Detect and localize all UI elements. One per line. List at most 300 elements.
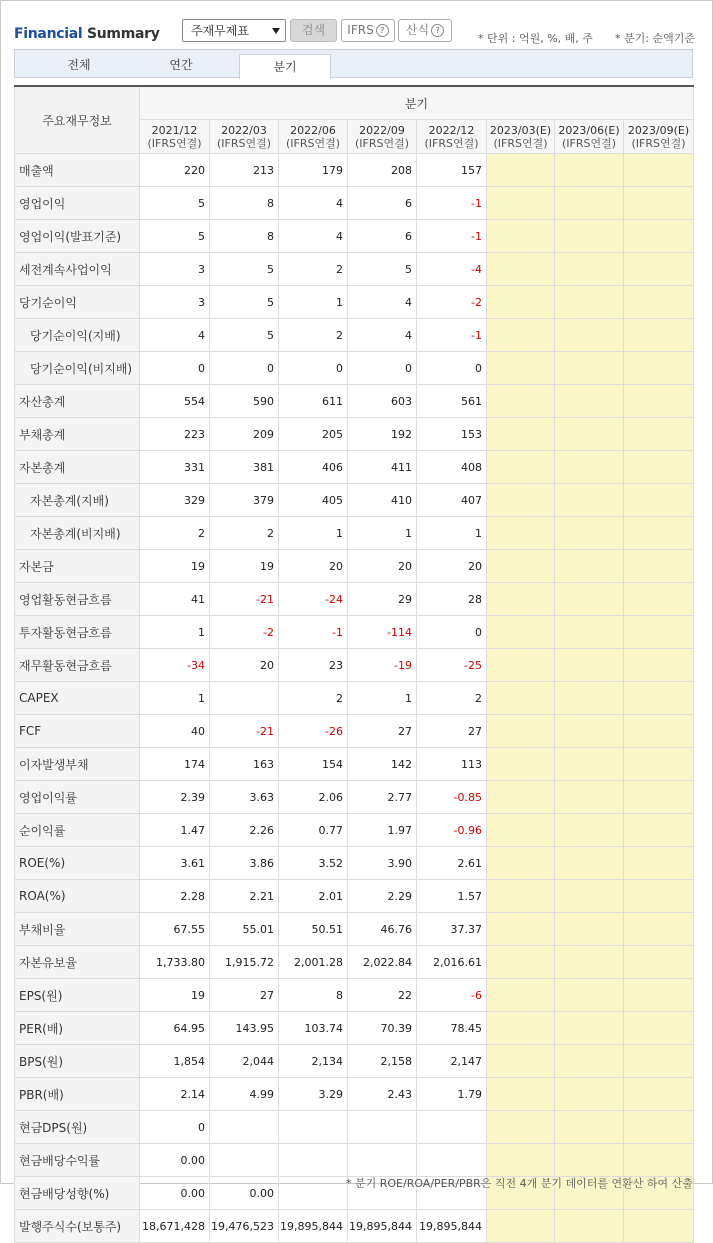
table-cell	[555, 418, 624, 451]
row-label: PBR(배)	[15, 1078, 140, 1111]
table-row	[15, 286, 694, 319]
tab-quarterly[interactable]: 분기	[239, 54, 331, 79]
table-cell	[487, 847, 555, 880]
table-cell	[487, 517, 555, 550]
table-cell: 2	[210, 517, 279, 550]
table-cell	[417, 1111, 487, 1144]
table-cell	[487, 979, 555, 1012]
period-date: 2022/09	[359, 123, 405, 137]
table-cell: 331	[140, 451, 210, 484]
ifrs-label: IFRS	[347, 23, 374, 37]
table-cell: 2,147	[417, 1045, 487, 1078]
table-cell: 0	[417, 352, 487, 385]
table-cell	[487, 187, 555, 220]
row-label: 순이익률	[15, 814, 140, 847]
table-cell: 2	[279, 682, 348, 715]
row-label: ROE(%)	[15, 847, 140, 880]
table-cell	[487, 1111, 555, 1144]
table-cell: 19,895,844	[417, 1210, 487, 1243]
table-cell	[555, 319, 624, 352]
table-cell: 41	[140, 583, 210, 616]
table-cell: 18,671,428	[140, 1210, 210, 1243]
row-label: 자산총계	[15, 385, 140, 418]
table-cell	[624, 484, 694, 517]
table-cell: 19,895,844	[279, 1210, 348, 1243]
table-cell	[487, 319, 555, 352]
table-cell: 1	[140, 682, 210, 715]
table-cell	[555, 781, 624, 814]
table-cell: 1	[348, 517, 417, 550]
table-cell	[487, 352, 555, 385]
table-cell	[624, 583, 694, 616]
table-cell: -0.96	[417, 814, 487, 847]
table-cell	[624, 715, 694, 748]
table-cell: 4	[348, 319, 417, 352]
table-cell: 205	[279, 418, 348, 451]
table-row	[15, 154, 694, 187]
table-row	[15, 1012, 694, 1045]
table-cell: 0	[348, 352, 417, 385]
table-cell: 78.45	[417, 1012, 487, 1045]
table-cell: 2.77	[348, 781, 417, 814]
row-label: 당기순이익	[15, 286, 140, 319]
table-cell	[555, 550, 624, 583]
table-cell: 3.86	[210, 847, 279, 880]
table-cell: -26	[279, 715, 348, 748]
table-cell: 46.76	[348, 913, 417, 946]
table-cell: 1,733.80	[140, 946, 210, 979]
table-cell: 2.26	[210, 814, 279, 847]
table-row	[15, 715, 694, 748]
table-cell	[624, 814, 694, 847]
table-cell: 2,044	[210, 1045, 279, 1078]
table-cell	[487, 154, 555, 187]
table-cell	[624, 979, 694, 1012]
table-row	[15, 649, 694, 682]
table-cell: 113	[417, 748, 487, 781]
table-cell: 1	[279, 286, 348, 319]
table-cell: 103.74	[279, 1012, 348, 1045]
row-label: 현금배당성향(%)	[15, 1177, 140, 1210]
period-date: 2022/06	[290, 123, 336, 137]
table-cell: -2	[417, 286, 487, 319]
unit-note: * 단위 : 억원, %, 배, 주	[478, 32, 593, 45]
table-cell	[555, 616, 624, 649]
table-cell: 6	[348, 187, 417, 220]
period-basis: (IFRS연결)	[561, 136, 617, 150]
table-cell: 611	[279, 385, 348, 418]
row-label: 자본총계	[15, 451, 140, 484]
tab-annual[interactable]: 연간	[169, 58, 193, 72]
table-cell	[624, 946, 694, 979]
table-row	[15, 1210, 694, 1243]
table-cell: -19	[348, 649, 417, 682]
table-row	[15, 979, 694, 1012]
row-label: 영업이익	[15, 187, 140, 220]
table-cell: -2	[210, 616, 279, 649]
table-cell	[487, 649, 555, 682]
table-row	[15, 220, 694, 253]
table-cell: 329	[140, 484, 210, 517]
search-button[interactable]: 검색	[290, 19, 337, 42]
table-row	[15, 1045, 694, 1078]
table-cell	[555, 352, 624, 385]
table-row	[15, 550, 694, 583]
table-cell: 20	[348, 550, 417, 583]
table-cell: 1.47	[140, 814, 210, 847]
financial-table	[14, 85, 694, 1243]
table-cell: 0	[140, 1111, 210, 1144]
row-label: 자본유보율	[15, 946, 140, 979]
table-row	[15, 385, 694, 418]
table-cell	[487, 583, 555, 616]
table-cell	[555, 187, 624, 220]
table-cell	[487, 715, 555, 748]
table-cell	[624, 154, 694, 187]
table-cell: 5	[210, 253, 279, 286]
table-cell: 408	[417, 451, 487, 484]
table-cell: -21	[210, 715, 279, 748]
table-cell	[487, 253, 555, 286]
table-cell	[487, 913, 555, 946]
table-cell	[624, 1012, 694, 1045]
table-cell: 179	[279, 154, 348, 187]
table-cell: 410	[348, 484, 417, 517]
table-cell	[555, 1111, 624, 1144]
table-cell: 406	[279, 451, 348, 484]
table-row	[15, 616, 694, 649]
table-cell	[487, 1210, 555, 1243]
table-cell: 2,016.61	[417, 946, 487, 979]
table-row	[15, 847, 694, 880]
period-basis: (IFRS연결)	[216, 136, 272, 150]
table-cell: 1,915.72	[210, 946, 279, 979]
table-cell: 37.37	[417, 913, 487, 946]
period-basis: (IFRS연결)	[631, 136, 686, 150]
statement-type-select[interactable]	[182, 19, 286, 42]
statement-type-value: 주재무제표	[191, 24, 249, 38]
table-cell: 0.00	[210, 1177, 279, 1210]
period-header	[555, 120, 624, 154]
table-cell: 27	[210, 979, 279, 1012]
table-cell: 209	[210, 418, 279, 451]
table-cell: 4.99	[210, 1078, 279, 1111]
table-cell	[487, 781, 555, 814]
table-cell	[555, 979, 624, 1012]
table-cell: 4	[279, 187, 348, 220]
row-label: 이자발생부채	[15, 748, 140, 781]
table-cell: 603	[348, 385, 417, 418]
row-label: 당기순이익(비지배)	[15, 352, 140, 385]
table-cell: 27	[417, 715, 487, 748]
formula-help-button[interactable]	[398, 19, 452, 42]
table-cell: 64.95	[140, 1012, 210, 1045]
table-row	[15, 319, 694, 352]
table-cell	[624, 187, 694, 220]
table-row	[15, 1111, 694, 1144]
table-cell: 2.28	[140, 880, 210, 913]
table-cell	[487, 616, 555, 649]
table-cell: 1	[279, 517, 348, 550]
period-header	[348, 120, 417, 154]
table-cell	[624, 616, 694, 649]
table-cell: 2,001.28	[279, 946, 348, 979]
label-column-header: 주요재무정보	[15, 86, 140, 154]
table-cell: 2,158	[348, 1045, 417, 1078]
table-cell	[624, 1111, 694, 1144]
table-cell	[624, 385, 694, 418]
row-label: 영업이익(발표기준)	[15, 220, 140, 253]
table-cell: 2.39	[140, 781, 210, 814]
table-cell: 4	[348, 286, 417, 319]
table-cell: 55.01	[210, 913, 279, 946]
table-cell	[555, 880, 624, 913]
period-basis: (IFRS연결)	[147, 136, 202, 150]
table-row	[15, 913, 694, 946]
table-cell	[555, 913, 624, 946]
row-label: 자본금	[15, 550, 140, 583]
period-header	[140, 120, 210, 154]
table-cell: 67.55	[140, 913, 210, 946]
table-cell	[555, 451, 624, 484]
table-cell	[555, 484, 624, 517]
table-cell: 3.29	[279, 1078, 348, 1111]
table-cell: 163	[210, 748, 279, 781]
table-cell: 22	[348, 979, 417, 1012]
table-cell: 20	[210, 649, 279, 682]
table-cell	[624, 550, 694, 583]
table-cell: 223	[140, 418, 210, 451]
table-cell	[487, 220, 555, 253]
period-basis: (IFRS연결)	[354, 136, 410, 150]
table-cell	[487, 550, 555, 583]
title-summary: Summary	[86, 26, 160, 42]
table-cell	[487, 682, 555, 715]
table-cell	[348, 1144, 417, 1177]
row-label: 투자활동현금흐름	[15, 616, 140, 649]
table-cell	[555, 286, 624, 319]
table-cell	[555, 748, 624, 781]
title-financial: Financial	[14, 26, 83, 42]
table-cell	[555, 385, 624, 418]
table-cell: 554	[140, 385, 210, 418]
table-cell: 0.00	[140, 1144, 210, 1177]
table-row	[15, 451, 694, 484]
table-cell: 153	[417, 418, 487, 451]
period-basis: (IFRS연결)	[424, 136, 479, 150]
row-label: 현금DPS(원)	[15, 1111, 140, 1144]
table-cell	[624, 1078, 694, 1111]
table-cell: -24	[279, 583, 348, 616]
table-cell	[487, 1144, 555, 1177]
table-cell: 4	[279, 220, 348, 253]
table-cell	[624, 517, 694, 550]
table-cell: 0.00	[140, 1177, 210, 1210]
table-cell: -4	[417, 253, 487, 286]
table-cell: 70.39	[348, 1012, 417, 1045]
table-cell: 19	[140, 550, 210, 583]
footnote: * 분기 ROE/ROA/PER/PBR은 직전 4개 분기 데이터를 연환산 하여 산출	[346, 1177, 693, 1190]
table-cell: 2,022.84	[348, 946, 417, 979]
table-cell	[624, 913, 694, 946]
row-label: 세전계속사업이익	[15, 253, 140, 286]
table-cell	[487, 946, 555, 979]
table-row	[15, 517, 694, 550]
period-header	[417, 120, 487, 154]
table-cell	[348, 1111, 417, 1144]
row-label: PER(배)	[15, 1012, 140, 1045]
table-cell: -21	[210, 583, 279, 616]
table-cell: 2	[279, 319, 348, 352]
table-cell: 220	[140, 154, 210, 187]
table-cell: 0.77	[279, 814, 348, 847]
ifrs-help-button[interactable]	[341, 19, 395, 42]
table-cell	[624, 352, 694, 385]
table-cell	[555, 1078, 624, 1111]
table-cell	[487, 286, 555, 319]
table-cell: 1	[140, 616, 210, 649]
table-cell	[487, 484, 555, 517]
table-row	[15, 583, 694, 616]
table-cell	[624, 847, 694, 880]
table-cell	[417, 1144, 487, 1177]
table-cell: 3.52	[279, 847, 348, 880]
table-cell	[555, 1045, 624, 1078]
table-cell: -1	[417, 187, 487, 220]
table-cell: 3.61	[140, 847, 210, 880]
table-cell: 174	[140, 748, 210, 781]
table-cell: 2.06	[279, 781, 348, 814]
table-cell	[624, 1144, 694, 1177]
table-cell	[279, 1177, 348, 1210]
table-cell: 1	[348, 682, 417, 715]
table-cell: 3	[140, 253, 210, 286]
table-cell: 0	[210, 352, 279, 385]
table-cell: -114	[348, 616, 417, 649]
table-cell: 157	[417, 154, 487, 187]
table-cell: 192	[348, 418, 417, 451]
table-row	[15, 814, 694, 847]
table-cell	[555, 847, 624, 880]
question-mark-icon: ?	[431, 24, 444, 37]
table-cell	[210, 682, 279, 715]
table-cell: 2.14	[140, 1078, 210, 1111]
table-cell	[487, 1078, 555, 1111]
table-cell: 5	[140, 187, 210, 220]
table-cell: 2	[417, 682, 487, 715]
table-cell	[624, 418, 694, 451]
table-cell: 1	[417, 517, 487, 550]
row-label: EPS(원)	[15, 979, 140, 1012]
table-cell: 2.21	[210, 880, 279, 913]
table-cell: 2	[279, 253, 348, 286]
table-cell	[279, 1111, 348, 1144]
table-cell: 2	[140, 517, 210, 550]
table-cell	[555, 715, 624, 748]
table-cell	[624, 682, 694, 715]
table-row	[15, 880, 694, 913]
table-cell	[487, 1012, 555, 1045]
table-cell: 5	[348, 253, 417, 286]
table-cell	[624, 319, 694, 352]
table-cell: -1	[417, 220, 487, 253]
period-date: 2022/12	[428, 123, 475, 137]
table-cell: 379	[210, 484, 279, 517]
table-cell: 143.95	[210, 1012, 279, 1045]
period-date: 2022/03	[221, 123, 267, 137]
table-cell: 8	[210, 187, 279, 220]
table-cell: 5	[210, 319, 279, 352]
period-basis: (IFRS연결)	[493, 136, 548, 150]
table-cell	[555, 682, 624, 715]
table-cell: 2.29	[348, 880, 417, 913]
table-cell: 19	[210, 550, 279, 583]
table-cell: 0	[140, 352, 210, 385]
table-cell	[624, 286, 694, 319]
table-cell: 2,134	[279, 1045, 348, 1078]
table-cell: 8	[279, 979, 348, 1012]
table-cell: 208	[348, 154, 417, 187]
table-cell	[279, 1144, 348, 1177]
table-cell	[555, 1144, 624, 1177]
panel-title	[14, 26, 160, 42]
table-cell: 5	[210, 286, 279, 319]
period-date: 2023/09(E)	[627, 123, 690, 137]
period-tabs	[14, 49, 693, 78]
row-label: 자본총계(비지배)	[15, 517, 140, 550]
quarterly-group-header: 분기	[140, 86, 694, 120]
table-cell	[555, 253, 624, 286]
table-cell: 2.01	[279, 880, 348, 913]
table-cell: 405	[279, 484, 348, 517]
row-label: 당기순이익(지배)	[15, 319, 140, 352]
table-cell	[487, 1045, 555, 1078]
table-cell: 28	[417, 583, 487, 616]
table-cell: 1.97	[348, 814, 417, 847]
row-label: ROA(%)	[15, 880, 140, 913]
table-cell: 20	[417, 550, 487, 583]
table-row	[15, 781, 694, 814]
table-cell	[555, 649, 624, 682]
chevron-down-icon	[272, 28, 280, 34]
table-row	[15, 187, 694, 220]
table-cell	[624, 1210, 694, 1243]
table-cell	[555, 1210, 624, 1243]
table-cell: 2.43	[348, 1078, 417, 1111]
table-cell: 154	[279, 748, 348, 781]
table-cell	[624, 253, 694, 286]
table-cell: 142	[348, 748, 417, 781]
table-cell	[624, 649, 694, 682]
table-cell: 6	[348, 220, 417, 253]
table-cell: 381	[210, 451, 279, 484]
table-cell: 50.51	[279, 913, 348, 946]
table-cell: 561	[417, 385, 487, 418]
row-label: CAPEX	[15, 682, 140, 715]
table-row	[15, 1144, 694, 1177]
table-cell	[487, 451, 555, 484]
table-cell: 213	[210, 154, 279, 187]
row-label: FCF	[15, 715, 140, 748]
row-label: 발행주식수(보통주)	[15, 1210, 140, 1243]
table-row	[15, 1078, 694, 1111]
period-header	[624, 120, 694, 154]
tab-all[interactable]: 전체	[67, 58, 91, 72]
table-row	[15, 682, 694, 715]
table-cell: 0	[279, 352, 348, 385]
table-cell	[487, 748, 555, 781]
table-cell: 407	[417, 484, 487, 517]
